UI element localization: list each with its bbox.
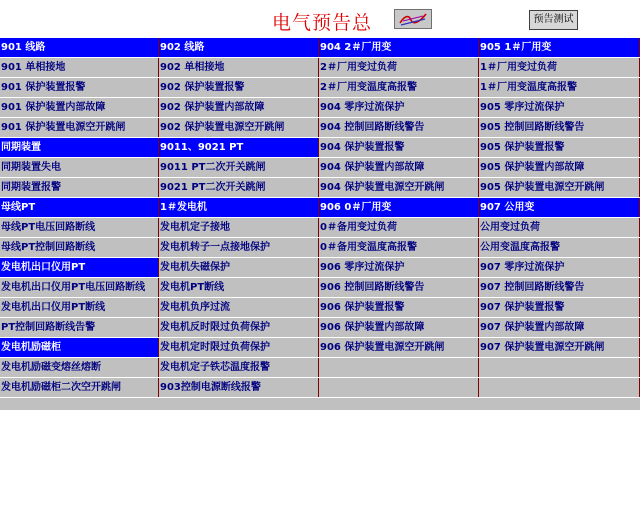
alarm-test-button[interactable]: 预告测试 (529, 10, 578, 30)
alarm-item: 同期装置报警 (0, 178, 159, 198)
alarm-item: 901 保护装置内部故障 (0, 98, 159, 118)
alarm-item: 母线PT控制回路断线 (0, 238, 159, 258)
alarm-item: 发电机转子一点接地保护 (159, 238, 319, 258)
alarm-item: 发电机出口仪用PT断线 (0, 298, 159, 318)
alarm-item: 907 保护装置电源空开跳闸 (479, 338, 640, 358)
alarm-item: 发电机失磁保护 (159, 258, 319, 278)
alarm-item: 901 保护装置电源空开跳闸 (0, 118, 159, 138)
alarm-group-header: 905 1＃厂用变 (479, 38, 640, 58)
alarm-row (0, 138, 640, 158)
header-bar (0, 0, 640, 38)
alarm-group-header: 907 公用变 (479, 198, 640, 218)
empty-cell (319, 358, 479, 378)
page-title: 电气预告总 (272, 12, 373, 34)
alarm-row (0, 318, 640, 338)
alarm-row (0, 158, 640, 178)
alarm-row (0, 258, 640, 278)
alarm-item: 发电机励磁柜二次空开跳闸 (0, 378, 159, 398)
alarm-item: 904 保护装置电源空开跳闸 (319, 178, 479, 198)
alarm-item: 907 保护装置报警 (479, 298, 640, 318)
alarm-row (0, 198, 640, 218)
alarm-row (0, 278, 640, 298)
alarm-item: 1＃厂用变过负荷 (479, 58, 640, 78)
alarm-group-header: 9011、9021 PT (159, 138, 319, 158)
alarm-item: 904 控制回路断线警告 (319, 118, 479, 138)
alarm-item: 905 控制回路断线警告 (479, 118, 640, 138)
alarm-row (0, 118, 640, 138)
alarm-item: 906 保护装置报警 (319, 298, 479, 318)
alarm-item: 902 保护装置内部故障 (159, 98, 319, 118)
alarm-item: 904 零序过流保护 (319, 98, 479, 118)
alarm-group-header: 发电机励磁柜 (0, 338, 159, 358)
alarm-row (0, 178, 640, 198)
alarm-row (0, 58, 640, 78)
alarm-item: 907 零序过流保护 (479, 258, 640, 278)
alarm-item: 发电机PT断线 (159, 278, 319, 298)
alarm-item: 902 保护装置报警 (159, 78, 319, 98)
alarm-item: 发电机励磁变熔丝熔断 (0, 358, 159, 378)
alarm-row (0, 38, 640, 58)
alarm-item: 901 单相接地 (0, 58, 159, 78)
alarm-item: 907 控制回路断线警告 (479, 278, 640, 298)
alarm-item: 906 控制回路断线警告 (319, 278, 479, 298)
alarm-grid (0, 38, 640, 398)
alarm-item: 发电机负序过流 (159, 298, 319, 318)
alarm-group-header: 发电机出口仪用PT (0, 258, 159, 278)
alarm-item: 902 单相接地 (159, 58, 319, 78)
alarm-item: 906 保护装置电源空开跳闸 (319, 338, 479, 358)
empty-cell (319, 378, 479, 398)
alarm-item: 同期装置失电 (0, 158, 159, 178)
alarm-row (0, 338, 640, 358)
alarm-item: 907 保护装置内部故障 (479, 318, 640, 338)
alarm-item: 1＃厂用变温度高报警 (479, 78, 640, 98)
alarm-group-header: 母线PT (0, 198, 159, 218)
alarm-item: 2＃厂用变温度高报警 (319, 78, 479, 98)
alarm-item: 901 保护装置报警 (0, 78, 159, 98)
alarm-row (0, 298, 640, 318)
empty-cell (479, 378, 640, 398)
alarm-row (0, 98, 640, 118)
alarm-group-header: 901 线路 (0, 38, 159, 58)
logo-button[interactable] (394, 9, 432, 29)
alarm-item: 公用变温度高报警 (479, 238, 640, 258)
alarm-item: 904 保护装置报警 (319, 138, 479, 158)
alarm-item: 发电机出口仪用PT电压回路断线 (0, 278, 159, 298)
alarm-item: 904 保护装置内部故障 (319, 158, 479, 178)
alarm-item: 905 零序过流保护 (479, 98, 640, 118)
alarm-item: 发电机定子接地 (159, 218, 319, 238)
alarm-item: 903控制电源断线报警 (159, 378, 319, 398)
alarm-item: 905 保护装置内部故障 (479, 158, 640, 178)
alarm-item: 9011 PT二次开关跳闸 (159, 158, 319, 178)
alarm-item: 公用变过负荷 (479, 218, 640, 238)
status-bar (0, 398, 640, 410)
alarm-row (0, 378, 640, 398)
alarm-group-header: 1＃发电机 (159, 198, 319, 218)
alarm-row (0, 218, 640, 238)
alarm-row (0, 358, 640, 378)
alarm-item: 906 零序过流保护 (319, 258, 479, 278)
alarm-item: 0＃备用变温度高报警 (319, 238, 479, 258)
alarm-item: 9021 PT二次开关跳闸 (159, 178, 319, 198)
alarm-item: 发电机反时限过负荷保护 (159, 318, 319, 338)
alarm-group-header: 902 线路 (159, 38, 319, 58)
alarm-item: 0＃备用变过负荷 (319, 218, 479, 238)
alarm-group-header: 同期装置 (0, 138, 159, 158)
alarm-item: 发电机定时限过负荷保护 (159, 338, 319, 358)
alarm-item: 906 保护装置内部故障 (319, 318, 479, 338)
alarm-row (0, 78, 640, 98)
alarm-item: PT控制回路断线告警 (0, 318, 159, 338)
alarm-item: 母线PT电压回路断线 (0, 218, 159, 238)
alarm-group-header: 906 0＃厂用变 (319, 198, 479, 218)
alarm-item: 905 保护装置电源空开跳闸 (479, 178, 640, 198)
alarm-item: 发电机定子铁芯温度报警 (159, 358, 319, 378)
alarm-group-header: 904 2＃厂用变 (319, 38, 479, 58)
alarm-item: 902 保护装置电源空开跳闸 (159, 118, 319, 138)
alarm-item: 905 保护装置报警 (479, 138, 640, 158)
empty-cell (479, 358, 640, 378)
alarm-row (0, 238, 640, 258)
alarm-item: 2＃厂用变过负荷 (319, 58, 479, 78)
